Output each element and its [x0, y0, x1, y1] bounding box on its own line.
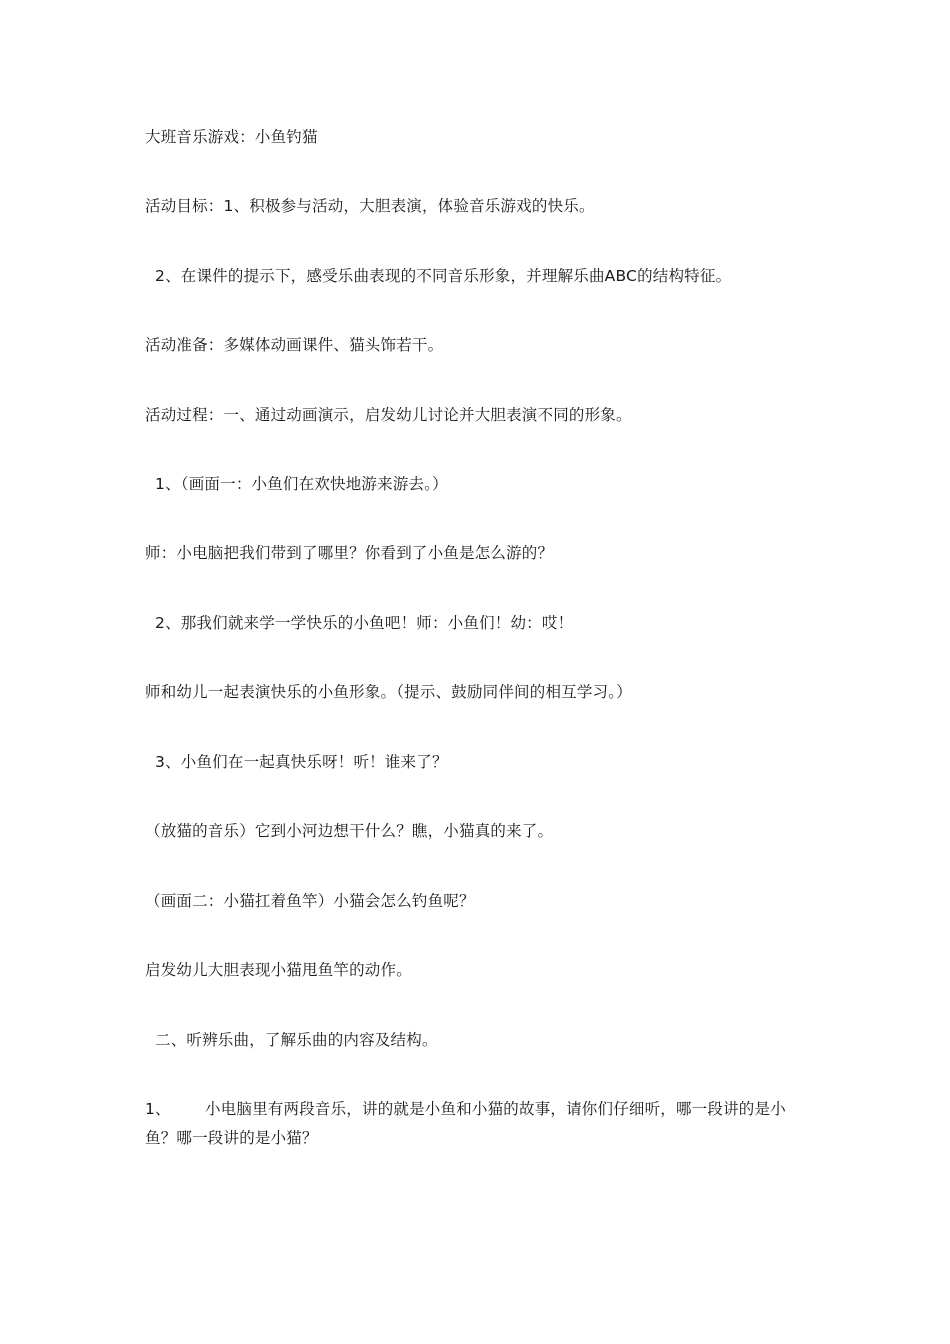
goals-label: 活动目标：	[145, 197, 224, 215]
listen-item-1	[145, 1095, 805, 1153]
activity-preparation: 活动准备：多媒体动画课件、猫头饰若干。	[145, 336, 444, 354]
scene-2-paragraph: （画面二：小猫扛着鱼竿）小猫会怎么钓鱼呢？	[145, 892, 475, 910]
step-1-text: 、（画面一：小鱼们在欢快地游来游去。）	[165, 475, 448, 493]
perform-paragraph: 师和幼儿一起表演快乐的小鱼形象。（提示、鼓励同伴间的相互学习。）	[145, 683, 632, 701]
section-2-heading: 二、听辨乐曲，了解乐曲的内容及结构。	[155, 1031, 438, 1049]
goal-2-number: 2	[155, 267, 166, 285]
goal-1-text: 、积极参与活动，大胆表演，体验音乐游戏的快乐。	[233, 197, 595, 215]
goal-1-number: 1	[223, 197, 234, 215]
step-3	[155, 748, 815, 777]
step-2-number: 2	[155, 614, 166, 632]
goal-2-text-b: 的结构特征。	[637, 267, 732, 285]
teacher-question-1: 师：小电脑把我们带到了哪里？你看到了小鱼是怎么游的？	[145, 544, 554, 562]
step-1	[155, 470, 815, 499]
step-2-text: 、那我们就来学一学快乐的小鱼吧！师：小鱼们！幼：哎！	[165, 614, 574, 632]
document-title: 大班音乐游戏：小鱼钓猫	[145, 128, 318, 146]
activity-goal-2	[155, 262, 815, 291]
activity-goal-1	[145, 192, 805, 221]
step-1-number: 1	[155, 475, 166, 493]
inspire-paragraph: 启发幼儿大胆表现小猫甩鱼竿的动作。	[145, 961, 412, 979]
goal-2-text-a: 、在课件的提示下，感受乐曲表现的不同音乐形象，并理解乐曲	[165, 267, 605, 285]
listen-item-1-text: 小电脑里有两段音乐，讲的就是小鱼和小猫的故事，请你们仔细听，哪一段讲的是小鱼？哪一段讲的是小猫？	[145, 1100, 786, 1147]
listen-item-1-number: 1、	[145, 1100, 171, 1118]
step-3-number: 3	[155, 753, 166, 771]
step-2	[155, 609, 815, 638]
activity-process-intro: 活动过程：一、通过动画演示，启发幼儿讨论并大胆表演不同的形象。	[145, 406, 632, 424]
cat-music-paragraph: （放猫的音乐）它到小河边想干什么？瞧，小猫真的来了。	[145, 822, 554, 840]
goal-2-abc: ABC	[604, 267, 638, 285]
step-3-text: 、小鱼们在一起真快乐呀！听！谁来了？	[165, 753, 448, 771]
